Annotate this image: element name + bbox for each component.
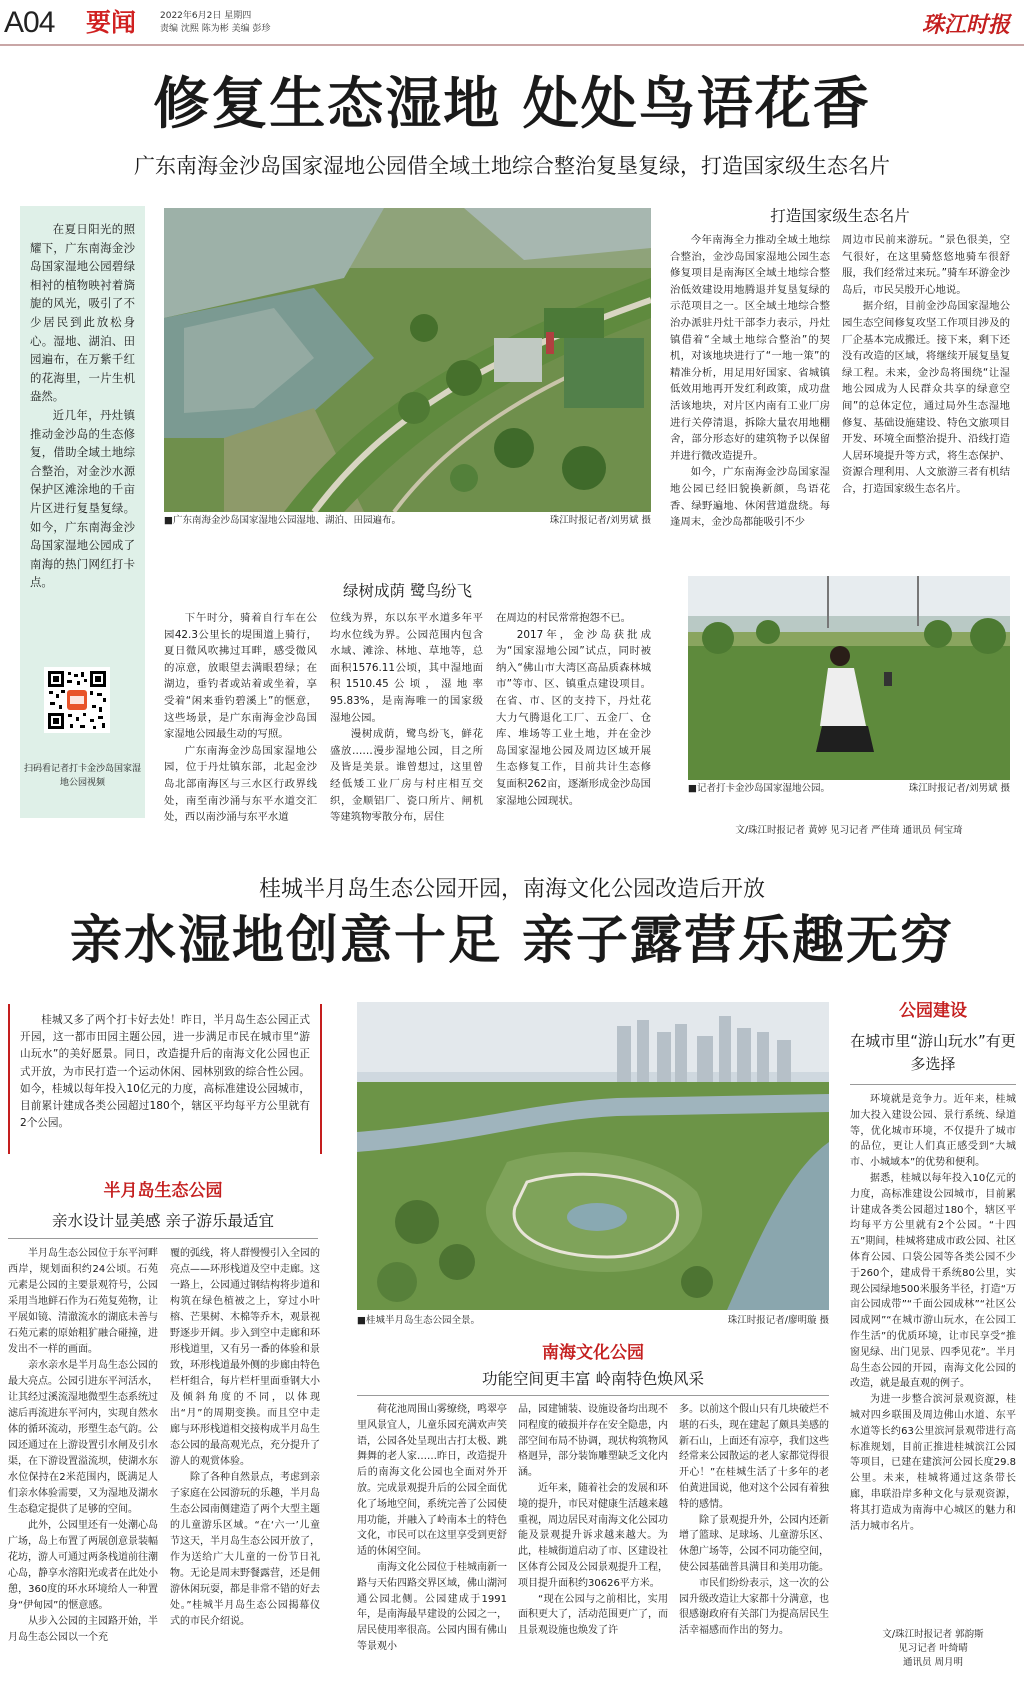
story2-lead-box — [8, 1004, 322, 1154]
summary-paragraph: 近几年，丹灶镇推动金沙岛的生态修复，借助全域土地综合整治，对金沙水源保护区滩涂地的千亩片区进行复垦复绿。如今，广东南海金沙岛国家湿地公园成了南海的热门网红打卡点。 — [30, 407, 135, 590]
paragraph: 多。以前这个假山只有几块破烂不堪的石头，现在建起了颇具美感的新石山，上面还有凉亭，我们这些经常来公园散运的老人家都觉得很开心！”在桂城生活了十多年的老伯黄进国说，他对这个公园有着独特的感情。 — [679, 1404, 829, 1510]
paragraph: 今年南海全力推动全域土地综合整治，金沙岛国家湿地公园生态修复项目是南海区全域土地综合整治低效建设用地腾退并复垦复绿的示范项目之一。区全域土地综合整治办派驻丹灶干部李力表示，丹灶镇借着“全域土地综合整治”的契机，对该地块进行了“一地一策”的精准分析，用足用好国家、省城镇低效用地再开发红利政策，成功盘活该地块，对片区内南有工业厂房进行关停清退，拆除大量农用地棚舍，部分形态好的建筑物予以保留并进行微改造提升。 — [670, 234, 830, 462]
paragraph: 荷花池周围山雾缭绕，鸣翠亭里风景宜人，儿童乐园充满欢声笑语，公园各处呈现出古打太极、跳舞舞的老人家……昨日，改造提升后的南海文化公园也全面对外开放。完成景观提升后的公园全面优化了场地空间，系统完善了公园使用功能，并融入了岭南本土的特色文化，市民可以在这里享受到更舒适的休闲空间。 — [357, 1404, 507, 1558]
paragraph: 除了各种自然景点，考虑到亲子家庭在公园游玩的乐趣，半月岛生态公园南侧建造了两个大型主题的儿童游乐区域。“在‘六一’儿童节这天，半月岛生态公园开放了，作为送给广大儿童的一份节日礼物。无论是周末野餐露营，还是佣游休闲玩耍，都是非常不错的好去处。”桂城半月岛生态公园揭幕仪式的市民介绍说。 — [170, 1472, 320, 1627]
section-b-title: 绿树成荫 鹭鸟纷飞 — [343, 582, 472, 600]
byline-line: 文/珠江时报记者 郭韵斯 — [882, 1629, 984, 1640]
paragraph: 漫树成荫，鹭鸟纷飞，鲜花盛放……漫步湿地公园，目之所及皆是美景。谁曾想过，这里曾经低矮工业厂房与村庄相互交织，金顺铝厂、瓷口所片、闸机等建筑物零散分布，居住 — [330, 728, 483, 824]
paragraph: 据介绍，目前金沙岛国家湿地公园生态空间修复攻坚工作项目涉及的厂企基本完成搬迁。接下来，剩下还没有改造的区域，将继续开展复垦复绿工程。未来，金沙岛将围绕“让湿地公园成为人民群众共享的绿意空间”的总体定位，通过局外生态湿地修复、基础设施建设、特色文旅项目开发、环境全面整治提升、沿线打造人居环境提升等方式，将生态保护、资源合理利用、人文旅游三者有机结合，打造国家级生态名片。 — [842, 300, 1010, 495]
page-number: A04 — [4, 6, 55, 39]
sidebar-body — [850, 1092, 1016, 1534]
section-b-column — [164, 610, 317, 826]
paragraph: 南海文化公园位于桂城南新一路与天佑四路交界区域，佛山湖河通公园北侧。公园建成于1991年，是南海最早建设的公园之一，居民使用率很高。公园内围有佛山等景观小 — [357, 1561, 507, 1652]
wetland-aerial-photo — [164, 208, 651, 512]
paragraph: 半月岛生态公园位于东平河畔西岸，规划面积约24公顷。石苑元素是公园的主要景观符号，公园采用当地鲜石作为石苑复苑物，让平展如镜、清澈流水的湖底未善与石苑元素的原始粗犷融合碰撞，进发出不一样的画面。 — [8, 1248, 158, 1355]
sidebar-tag: 公园建设 — [899, 1001, 967, 1021]
park1-subtitle: 亲水设计显美感 亲子游乐最适宜 — [52, 1212, 274, 1230]
section-a-column — [670, 232, 830, 531]
paragraph: 除了景观提升外，公园内还新增了篮球、足球场、儿童游乐区、休憩广场等，公园不同功能空间，使公园基础普具满目和美用功能。 — [679, 1514, 829, 1573]
paragraph: 周边市民前来游玩。“景色很美，空气很好，在这里骑悠悠地骑车很舒服，我们经常过来玩。”骑车环游金沙岛后，市民吴殷开心地说。 — [842, 234, 1010, 296]
masthead-rule — [0, 44, 1024, 46]
park2-column — [518, 1402, 668, 1639]
story2-headline: 亲水湿地创意十足 亲子露营乐趣无穷 — [69, 910, 955, 971]
section-b-column — [330, 610, 483, 826]
paragraph: 近年来，随着社会的发展和环境的提升，市民对健康生活越来越重视，周边居民对南海文化公园功能及景观提升诉求越来越大。为此，桂城街道启动了市、区建设社区体育公园及公园景观提升工程，项目提升面积约30626平方米。 — [518, 1482, 668, 1589]
story1-byline: 文/珠江时报记者 黄婷 见习记者 严佳琦 通讯员 何宝琦 — [735, 825, 963, 836]
paragraph: 在周边的村民常常抱怨不已。 — [496, 612, 632, 624]
section-a-title: 打造国家级生态名片 — [770, 207, 910, 225]
story2-kicker: 桂城半月岛生态公园开园，南海文化公园改造后开放 — [258, 877, 765, 902]
story1-headline: 修复生态湿地 处处鸟语花香 — [153, 71, 871, 137]
editor-credits: 责编 沈熙 陈为彬 美编 彭珍 — [160, 24, 271, 34]
paragraph: 此外，公园里还有一处潮心岛广场，岛上布置了两展创意景装幅花坊，游人可通过两条栈道前往潮心岛，静享水溶阳光或者在此处小憩，360度的环水环境给人一种置身“伊甸园”的惬意感。 — [8, 1520, 158, 1611]
lead-paragraph: 桂城又多了两个打卡好去处！昨日，半月岛生态公园正式开园，这一都市田园主题公园，进一步满足市民在城市里“游山玩水”的美好愿景。同日，改造提升后的南海文化公园也正式开放，为市民打造一个运动休闲、园林别致的综合性公园。如今，桂城以每年投入10亿元的力度，高标准建设公园城市，目前累计建成各类公园超过180个，辖区平均每平方公里就有2个公园。 — [20, 1014, 310, 1130]
qr-caption: 扫码看记者打卡金沙岛国家湿地公园视频 — [23, 764, 141, 788]
paragraph: 下午时分，骑着自行车在公园42.3公里长的堤围道上骑行，夏日微风吹拂过耳畔，感受微风的凉意，放眼望去满眼碧绿；在湖边，垂钓者或站着或坐着，享受着“闲来垂钓碧溪上”的惬意，这些场景，是广东南海金沙岛国家湿地公园最生动的写照。 — [164, 612, 317, 741]
photo1-credit: 珠江时报记者/刘男斌 摄 — [549, 515, 651, 526]
divider — [850, 1084, 1016, 1085]
paragraph: “现在公园与之前相比，实用面积更大了，活动范围更广了，而且景观设施也焕发了许 — [518, 1593, 668, 1637]
newspaper-logo: 珠江时报 — [921, 12, 1010, 38]
section-b-column — [496, 610, 651, 809]
park2-column — [357, 1402, 507, 1655]
section-name: 要闻 — [86, 8, 137, 37]
paragraph: 位线为界，东以东平水道多年平均水位线为界。公园范围内包含水域、滩涂、林地、草地等，总面积1576.11公顷，其中湿地面积1510.45公顷，湿地率95.83%，是南海唯一的国家级湿地公园。 — [330, 612, 483, 724]
paragraph: 品，园建铺装、设施设备均出现不同程度的破损并存在安全隐患，内部空间布局不协调，现状构筑物风格迥异，部分装饰雕塑缺乏文化内涵。 — [518, 1404, 668, 1479]
paragraph: 如今，广东南海金沙岛国家湿地公园已经旧貌换新颜，鸟语花香、绿野遍地、休闲营道盘绕。每逢周末，金沙岛都能吸引不少 — [670, 466, 830, 529]
paragraph: 亲水亲水是半月岛生态公园的最大亮点。公园引进东平河活水，让其经过溪流湿地微型生态系统过滤后再流进东平河内，实现自然水体的循环流动，形塑生态气韵。公园还通过在上游设置引水闸及引水渠，在下游设置溢流坝，使湖水东水位保持在2米范围内，既满足人们亲水体验需要，又为湿地及湖水生态稳定提供了足够的空间。 — [8, 1360, 158, 1515]
park1-tag: 半月岛生态公园 — [103, 1181, 223, 1201]
paragraph: 环境就是竞争力。近年来，桂城加大投入建设公园、景行系统、绿道等，优化城市环境，不仅提升了城市的品位，更让人们真正感受到“大城市、小城域本”的优势和便利。 — [850, 1094, 1016, 1169]
sidebar-title: 在城市里“游山玩水”有更多选择 — [850, 1032, 1016, 1073]
photo1-caption: ■广东南海金沙岛国家湿地公园湿地、湖泊、田园遍布。 — [164, 515, 401, 526]
story2-byline — [850, 1628, 1016, 1670]
story1-subheadline: 广东南海金沙岛国家湿地公园借全域土地综合整治复垦复绿，打造国家级生态名片 — [134, 154, 890, 178]
park-aerial-photo — [357, 1002, 829, 1310]
paragraph: 2017年，金沙岛获批成为“国家湿地公园”试点，同时被纳入“佛山市大湾区高品质森林城市”等市、区、镇重点建设项目。在省、市、区的支持下，丹灶花大力气腾退化工厂、五金厂、仓库、堆场等工业土地，并在金沙岛国家湿地公园及周边区域开展生态修复工作，目前共计生态修复面积262亩，逐渐形成金沙岛国家湿地公园现状。 — [496, 628, 651, 807]
park-photo-credit: 珠江时报记者/廖明璇 摄 — [727, 1315, 829, 1326]
reporter-photo — [688, 576, 1010, 780]
byline-line: 通讯员 周月明 — [902, 1657, 964, 1668]
byline-line: 见习记者 叶绮晴 — [898, 1643, 968, 1654]
divider — [357, 1395, 829, 1396]
park2-subtitle: 功能空间更丰富 岭南特色焕风采 — [482, 1370, 704, 1388]
paragraph: 覆的弧线，将人群慢慢引入全园的亮点——环形栈道及空中走廊。这一路上，公园通过钢结构将步道和构筑在绿色植被之上，穿过小叶榕、芒果树、木棉等乔木，观景视野逐步开阔。步入到空中走廊和环形栈道里，又有另一番的体验和景致，环形栈道最外侧的步廊由特色栏杆组合，每片栏杆里面垂钢大小及倾斜角度的不同，以体现出“月”的周期变换。而且空中走廊与环形栈道相交接构成半月岛生态公园的最高观光点，充分提升了游人的观赏体验。 — [170, 1248, 320, 1467]
dateline — [160, 10, 270, 36]
paragraph: 市民们纷纷表示，这一次的公园升级改造让大家都十分满意，也很感谢政府有关部门为提高居民生活幸福感而作出的努力。 — [679, 1577, 829, 1637]
park-photo-caption: ■桂城半月岛生态公园全景。 — [357, 1315, 480, 1326]
section-a-column — [842, 232, 1010, 498]
summary-paragraph: 在夏日阳光的照耀下，广东南海金沙岛国家湿地公园碧绿相衬的植物映衬着旖旎的风光，吸引了不少居民到此放松身心。湿地、湖泊、田园遍布，在万紫千红的花海里，一片生机盎然。 — [30, 222, 135, 404]
park2-column — [679, 1402, 829, 1639]
photo3-caption: ■记者打卡金沙岛国家湿地公园。 — [688, 783, 830, 794]
photo3-credit: 珠江时报记者/刘男斌 摄 — [908, 783, 1010, 794]
park1-column — [170, 1246, 320, 1630]
paragraph: 据悉，桂城以每年投入10亿元的力度，高标准建设公园城市，目前累计建成各类公园超过180个，辖区平均每平方公里就有2个公园。“十四五”期间，桂城将建成市政公园、社区体育公园、口袋公园等各类公园不少于260个，建成骨干系统80公里，实现公园绿地500米服务半径，打造“万亩公园成带”“千面公园成林”“社区公园成网”“在城市游山玩水，在公园工作生活”的优质环境，让市民享受“推窗见绿、出门见景、四季见花”。半月岛生态公园的开园，南海文化公园的改造，就是最直观的例子。 — [850, 1172, 1016, 1390]
issue-date: 2022年6月2日 星期四 — [160, 11, 252, 21]
park2-tag: 南海文化公园 — [542, 1343, 644, 1363]
park1-column — [8, 1246, 158, 1646]
qr-code[interactable] — [44, 667, 110, 733]
paragraph: 广东南海金沙岛国家湿地公园，位于丹灶镇东部，北起金沙岛北部南海区与三水区行政界线处，南至南沙涌与东平水道交汇处，西以南沙涌与东平水道 — [164, 744, 317, 824]
paragraph: 为进一步整合滨河景观资源，桂城对四乡联围及周边佛山水道、东平水道等长约63公里滨河景观带进行高标准规划，目前正推进桂城滨江公园等项目，已建在建滨河公园长度29.8公里。未来，桂城将通过这条带长廊，串联沿岸多种文化与景观资源，将其打造成为南海中心城区的魅力和活力城市名片。 — [850, 1394, 1016, 1532]
divider — [8, 1238, 318, 1239]
paragraph: 从步入公园的主园路开始，半月岛生态公园以一个充 — [8, 1616, 158, 1643]
